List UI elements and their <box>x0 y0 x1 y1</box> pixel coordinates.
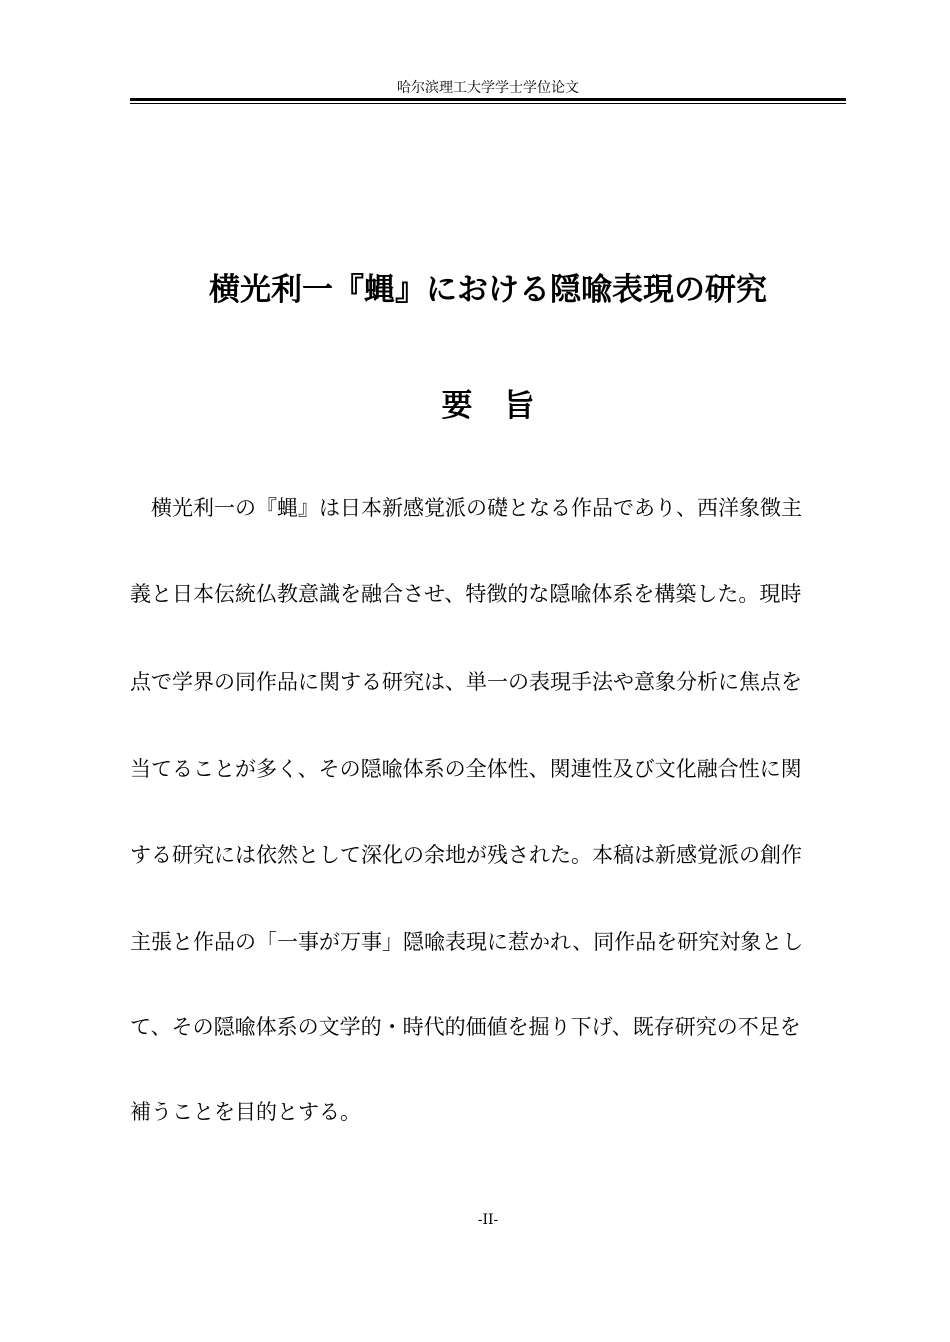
running-header: 哈尔滨理工大学学士学位论文 <box>397 80 579 96</box>
body-line: 当てることが多く、その隠喩体系の全体性、関連性及び文化融合性に関 <box>130 757 802 781</box>
section-heading: 要 旨 <box>441 388 535 424</box>
body-line: 義と日本伝統仏教意識を融合させ、特徴的な隠喩体系を構築した。現時 <box>130 582 802 606</box>
body-line: 補うことを目的とする。 <box>130 1100 361 1124</box>
body-line: 横光利一の『蝿』は日本新感覚派の礎となる作品であり、西洋象徴主 <box>130 496 802 520</box>
page-number: -II- <box>477 1212 499 1228</box>
header-rule-thick <box>130 98 846 101</box>
body-line: する研究には依然として深化の余地が残された。本稿は新感覚派の創作 <box>130 843 802 867</box>
body-line: 主張と作品の「一事が万事」隠喩表現に惹かれ、同作品を研究対象とし <box>130 930 804 954</box>
body-line: 点で学界の同作品に関する研究は、単一の表現手法や意象分析に焦点を <box>130 670 802 694</box>
body-line: て、その隠喩体系の文学的・時代的価値を掘り下げ、既存研究の不足を <box>130 1015 801 1039</box>
header-rule-thin <box>130 103 846 104</box>
thesis-title: 横光利一『蝿』における隠喩表現の研究 <box>209 272 767 308</box>
